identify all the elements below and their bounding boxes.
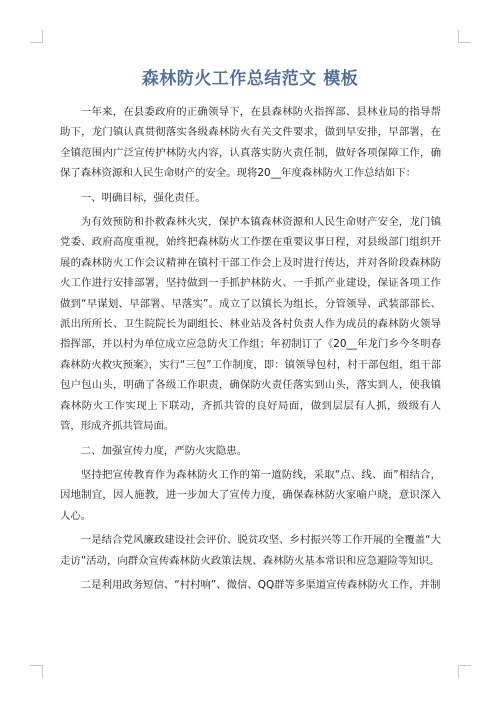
document-body — [60, 102, 441, 599]
section-2-paragraph: 坚持把宣传教育作为森林防火工作的第一道防线，采取“点、线、面”相结合，因地制宜，因人施教，进一步加大了宣传力度，确保森林防火家喻户晓，意识深入人心。 — [60, 468, 441, 522]
crop-mark-top-right — [458, 30, 471, 43]
crop-mark-bottom-left — [30, 665, 43, 678]
section-2-point-1: 一是结合党风廉政建设社会评价、脱贫攻坚、乡村振兴等工作开展的全覆盖“大走访”活动，向群众宣传森林防火政策法规、森林防火基本常识和应急避险等知识。 — [60, 534, 441, 567]
crop-mark-top-left — [30, 30, 43, 43]
document-title: 森林防火工作总结范文 模板 — [141, 69, 359, 89]
section-1-paragraph: 为有效预防和扑救森林火灾，保护本镇森林资源和人民生命财产安全，龙门镇党委、政府高度重视，始终把森林防火工作摆在重要议事日程，对县级部门组织开展的森林防火工作会议精神在镇村干部工作会上及时进行传达，并对各阶段森林防火工作进行安排部署，坚持做到一手抓护林防火、一手抓产业建设，保证各项工作做到“早谋划、早部署、早落实”。成立了以镇长为组长，分管领导、武装部部长、派出所所长、卫生院院长为副组长、林业站及各村负责人作为成员的森林防火领导指挥部，并以村为单位成立应急防火工作组；年初制订了《20__年龙门乡今冬明春森林防火救灾预案》，实行“三包”工作制度，即：镇领导包村，村干部包组，组干部包户包山头，明确了各级工作职责，确保防火责任落实到山头，落实到人，使我镇森林防火工作实现上下联动，齐抓共管的良好局面，做到层层有人抓，级级有人管，形成齐抓共管局面。 — [60, 216, 441, 433]
crop-mark-bottom-right — [458, 665, 471, 678]
section-heading-2: 二、加强宣传力度，严防火灾隐患。 — [80, 444, 248, 457]
section-2-point-2: 二是利用政务短信、“村村响”、微信、QQ群等多渠道宣传森林防火工作，并制 — [80, 578, 441, 591]
section-heading-1: 一、明确目标，强化责任。 — [80, 191, 206, 204]
intro-paragraph: 一年来，在县委政府的正确领导下，在县森林防火指挥部、县林业局的指导帮助下，龙门镇认真贯彻落实各级森林防火有关文件要求，做到早安排，早部署，在全镇范围内广泛宣传护林防火内容，认真落实防火责任制，做好各项保障工作，确保了森林资源和人民生命财产的安全。现将20__年度森林防火工作总结如下： — [60, 106, 441, 180]
